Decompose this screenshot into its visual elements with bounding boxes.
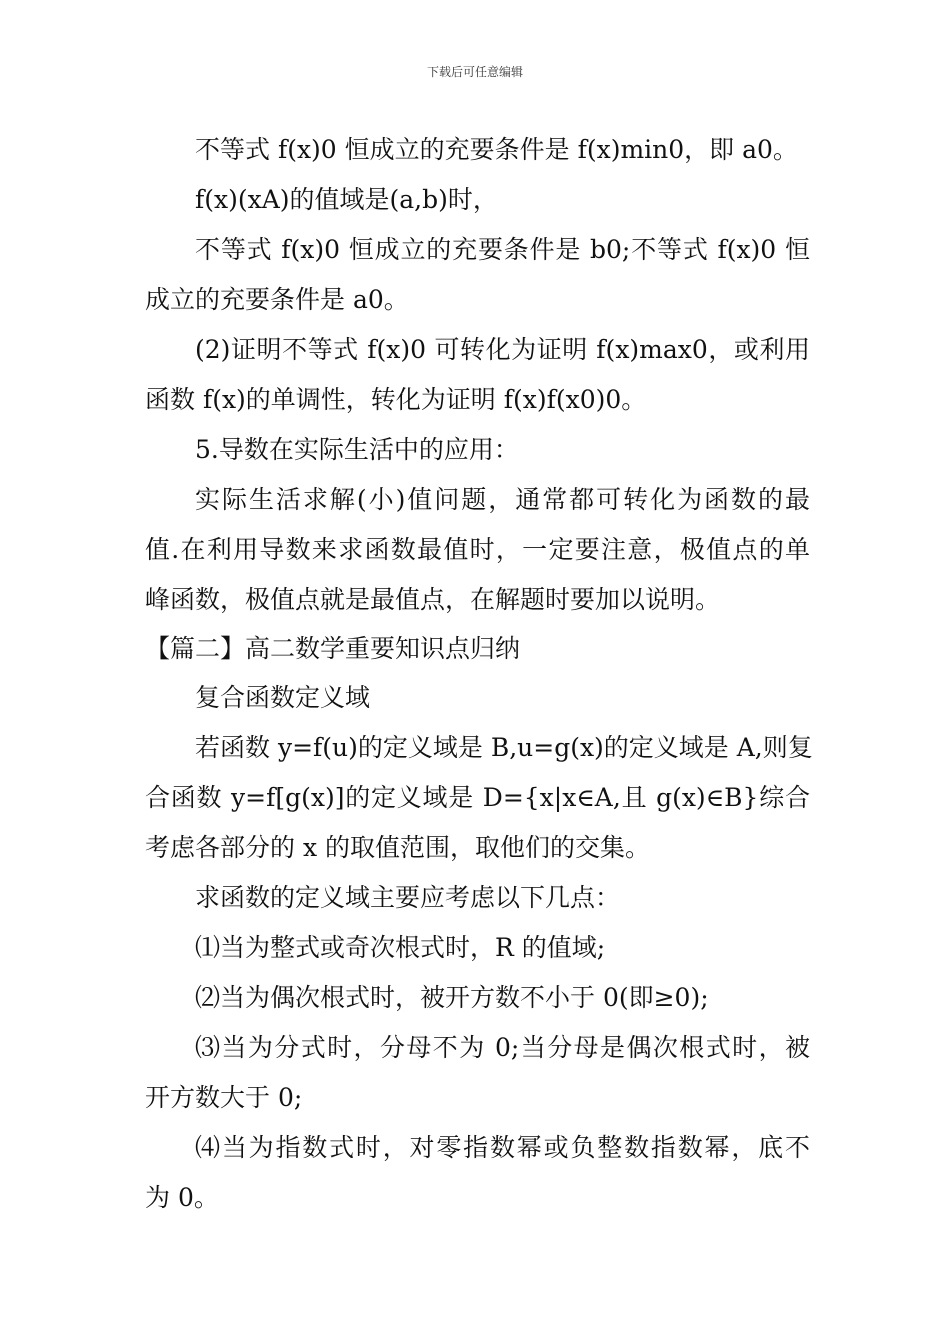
text-line: 5.导数在实际生活中的应用： [195, 435, 519, 464]
text-line: 成立的充要条件是 a0。 [145, 285, 409, 314]
text-line: 考虑各部分的 x 的取值范围，取他们的交集。 [145, 833, 650, 862]
text-line: f(x)(xA)的值域是(a,b)时， [195, 185, 498, 214]
subsection-heading: 复合函数定义域 [195, 683, 371, 712]
text-line: 不等式 f(x)0 恒成立的充要条件是 b0;不等式 f(x)0 恒 [195, 235, 810, 264]
text-line: 实际生活求解(小)值问题，通常都可转化为函数的最 [195, 485, 810, 514]
text-line: 合函数 y=f[g(x)]的定义域是 D={x|x∈A,且 g(x)∈B}综合 [145, 783, 810, 812]
text-line: 为 0。 [145, 1183, 219, 1212]
list-item: ⑴当为整式或奇次根式时，R 的值域; [195, 933, 606, 962]
text-line: 函数 f(x)的单调性，转化为证明 f(x)f(x0)0。 [145, 385, 647, 414]
list-item: ⑶当为分式时，分母不为 0;当分母是偶次根式时，被 [195, 1033, 810, 1062]
list-item: ⑷当为指数式时，对零指数幂或负整数指数幂，底不 [195, 1133, 810, 1162]
text-line: 若函数 y=f(u)的定义域是 B,u=g(x)的定义域是 A,则复 [195, 733, 813, 762]
page-header: 下载后可任意编辑 [426, 65, 523, 79]
text-line: (2)证明不等式 f(x)0 可转化为证明 f(x)max0，或利用 [195, 335, 810, 364]
list-item: ⑵当为偶次根式时，被开方数不小于 0(即≥0); [195, 983, 709, 1012]
section-heading: 【篇二】高二数学重要知识点归纳 [145, 634, 521, 663]
text-line: 求函数的定义域主要应考虑以下几点： [195, 883, 621, 912]
text-line: 峰函数，极值点就是最值点，在解题时要加以说明。 [145, 585, 721, 614]
text-line: 不等式 f(x)0 恒成立的充要条件是 f(x)min0，即 a0。 [195, 135, 798, 164]
text-line: 开方数大于 0; [145, 1083, 303, 1112]
text-line: 值.在利用导数来求函数最值时，一定要注意，极值点的单 [145, 535, 810, 564]
